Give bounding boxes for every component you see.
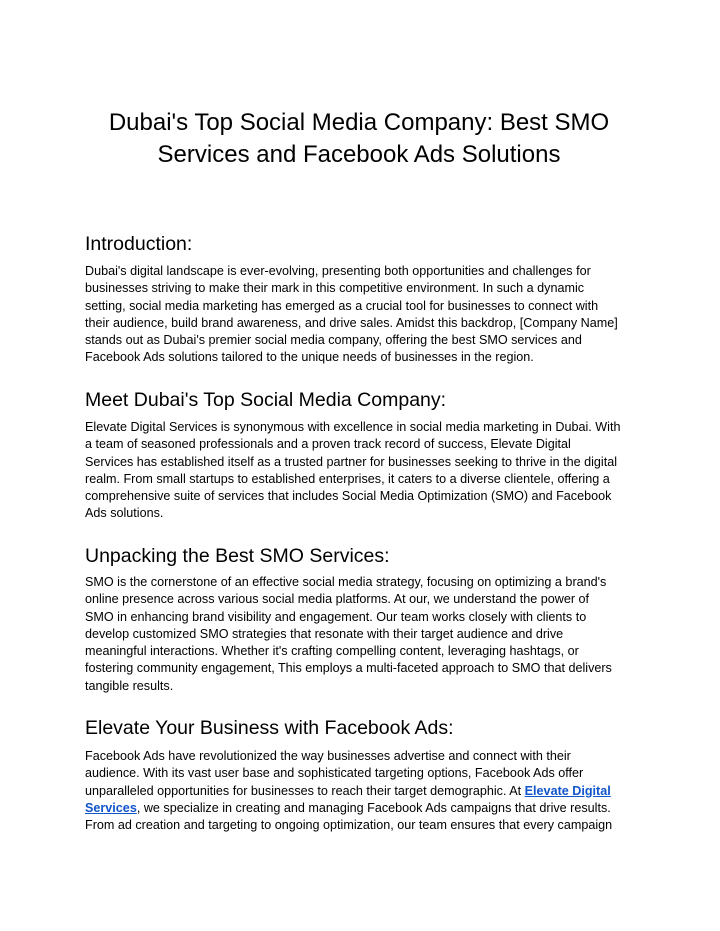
smo-services-line: SMO in enhancing brand visibility and engagement. Our team works closely with clients to (85, 609, 587, 624)
introduction-line: stands out as Dubai's premier social media company, offering the best SMO services and (85, 333, 582, 348)
facebook-ads-paragraph (85, 748, 645, 834)
elevate-digital-services-link-continued[interactable]: Services (85, 800, 137, 815)
meet-company-line: Elevate Digital Services is synonymous with excellence in social media marketing in Dubai. With (85, 420, 621, 434)
document-title-line-1: Dubai's Top Social Media Company: Best SMO (108, 109, 610, 136)
smo-services-line: fostering community engagement, This employs a multi-faceted approach to SMO that delivers (85, 661, 612, 676)
facebook-ads-line: Facebook Ads have revolutionized the way businesses advertise and connect with their (85, 749, 571, 763)
facebook-ads-line: From ad creation and targeting to ongoing optimization, our team ensures that every campaign (85, 818, 613, 833)
smo-services-paragraph (85, 574, 645, 695)
smo-services-line: develop customized SMO strategies that resonate with their target audience and drive (85, 626, 564, 641)
document-title (85, 107, 633, 171)
introduction-heading: Introduction: (85, 233, 193, 255)
meet-company-line: Ads solutions. (85, 506, 164, 521)
facebook-ads-line-text: unparalleled opportunities for businesses to reach their target demographic. At (85, 783, 525, 798)
meet-company-paragraph (85, 419, 645, 523)
elevate-digital-services-link[interactable]: Elevate Digital (524, 783, 611, 798)
meet-company-heading: Meet Dubai's Top Social Media Company: (85, 389, 447, 411)
smo-services-line: online presence across various social media platforms. At our, we understand the power of (85, 592, 590, 607)
introduction-line: setting, social media marketing has emerged as a crucial tool for businesses to connect with (85, 298, 599, 313)
introduction-line: businesses striving to make their mark in this competitive environment. In such a dynamic (85, 281, 585, 296)
introduction-line: their audience, build brand awareness, and drive sales. Amidst this backdrop, [Company Name] (85, 315, 618, 330)
smo-services-line: tangible results. (85, 678, 174, 693)
facebook-ads-line (85, 800, 645, 817)
smo-services-line: meaningful interactions. Whether it's crafting compelling content, leveraging hashtags, or (85, 644, 579, 659)
meet-company-line: Services has established itself as a trusted partner for businesses seeking to thrive in the digital (85, 454, 618, 469)
introduction-line: Facebook Ads solutions tailored to the unique needs of businesses in the region. (85, 350, 534, 365)
facebook-ads-line (85, 783, 645, 800)
facebook-ads-line: audience. With its vast user base and sophisticated targeting options, Facebook Ads offer (85, 766, 584, 781)
facebook-ads-heading: Elevate Your Business with Facebook Ads: (85, 717, 454, 739)
facebook-ads-line-text: , we specialize in creating and managing Facebook Ads campaigns that drive results. (136, 800, 611, 815)
meet-company-line: comprehensive suite of services that includes Social Media Optimization (SMO) and Facebook (85, 489, 612, 504)
document-title-line-2: Services and Facebook Ads Solutions (157, 141, 561, 168)
introduction-paragraph (85, 263, 645, 367)
smo-services-heading: Unpacking the Best SMO Services: (85, 545, 390, 567)
meet-company-line: a team of seasoned professionals and a proven track record of success, Elevate Digital (85, 437, 571, 452)
introduction-line: Dubai's digital landscape is ever-evolving, presenting both opportunities and challenges for (85, 264, 591, 278)
smo-services-line: SMO is the cornerstone of an effective social media strategy, focusing on optimizing a brand's (85, 575, 607, 589)
meet-company-line: realm. From small startups to established enterprises, it caters to a diverse clientele, offering a (85, 471, 610, 486)
